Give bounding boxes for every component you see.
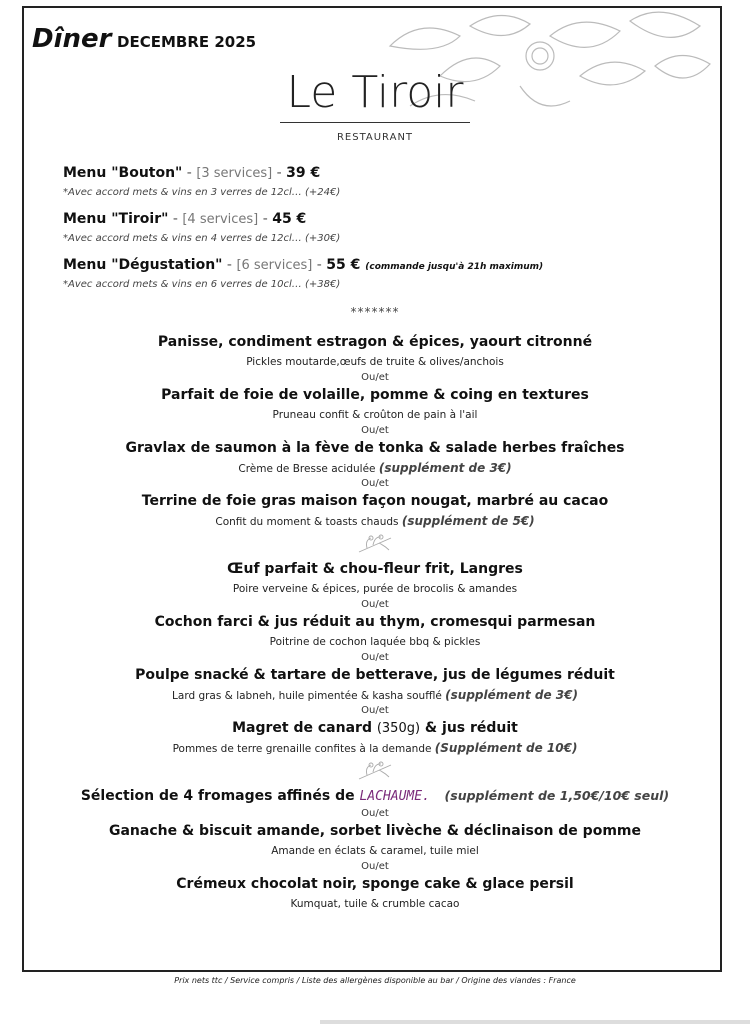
dish-title: Poulpe snacké & tartare de betterave, jus de légumes réduit xyxy=(135,667,615,683)
menu-wine-pairing: *Avec accord mets & vins en 4 verres de 12cl… (+30€) xyxy=(63,233,341,244)
cheese-title: Sélection de 4 fromages affinés de LACHAUME. (supplément de 1,50€/10€ seul) xyxy=(80,788,670,804)
restaurant-logo xyxy=(280,67,470,143)
dish-title: Ganache & biscuit amande, sorbet livèche & déclinaison de pomme xyxy=(108,823,641,839)
menu-tiroir: Menu "Tiroir" - [4 services] - 45 € *Avec accord mets & vins en 4 verres de 12cl… (+30€) xyxy=(63,209,663,255)
menu-services: [3 services] xyxy=(196,166,273,181)
dish-description: Amande en éclats & caramel, tuile miel xyxy=(271,845,479,857)
dish-description: Crème de Bresse acidulée (supplément de 3€) xyxy=(238,461,512,475)
menu-wine-pairing: *Avec accord mets & vins en 3 verres de 12cl… (+24€) xyxy=(63,187,341,198)
dish-title: Gravlax de saumon à la fève de tonka & salade herbes fraîches xyxy=(125,440,625,456)
supplement: (supplément de 1,50€/10€ seul) xyxy=(444,788,670,803)
menu-note: (commande jusqu'à 21h maximum) xyxy=(365,262,544,272)
dish-description: Pickles moutarde,œufs de truite & olives/anchois xyxy=(246,356,504,368)
dish-title: Terrine de foie gras maison façon nougat, marbré au cacao xyxy=(141,493,609,509)
or-and-label: Ou/et xyxy=(361,861,389,872)
menu-price: 55 € xyxy=(326,257,361,273)
dish-description: Pommes de terre grenaille confites à la demande (Supplément de 10€) xyxy=(172,741,578,755)
or-and-label: Ou/et xyxy=(361,425,389,436)
or-and-label: Ou/et xyxy=(361,808,389,819)
logo-divider xyxy=(280,122,470,123)
menu-services: [6 services] xyxy=(236,258,313,273)
dish-title: Panisse, condiment estragon & épices, yaourt citronné xyxy=(157,334,593,350)
or-and-label: Ou/et xyxy=(361,705,389,716)
dish-title: Crémeux chocolat noir, sponge cake & glace persil xyxy=(176,876,574,892)
header-title: Dîner xyxy=(32,24,112,54)
dish-description: Pruneau confit & croûton de pain à l'ail xyxy=(272,409,478,421)
menu-bouton: Menu "Bouton" - [3 services] - 39 € *Avec accord mets & vins en 3 verres de 12cl… (+24€) xyxy=(63,163,663,209)
dish-title: Parfait de foie de volaille, pomme & coing en textures xyxy=(161,387,589,403)
page-edge xyxy=(320,1020,750,1024)
dish-description: Poitrine de cochon laquée bbq & pickles xyxy=(269,636,481,648)
or-and-label: Ou/et xyxy=(361,599,389,610)
dish-title: Œuf parfait & chou-fleur frit, Langres xyxy=(227,561,523,577)
logo-name: Le Tiroir xyxy=(286,67,464,118)
menu-name: Menu "Bouton" xyxy=(63,165,183,181)
header-date: DECEMBRE 2025 xyxy=(117,33,257,51)
section-separator: ******* xyxy=(350,305,400,319)
herb-sprig-icon xyxy=(0,757,750,785)
menu-price: 45 € xyxy=(272,211,307,227)
menu-list xyxy=(63,163,663,301)
menu-name: Menu "Tiroir" xyxy=(63,211,169,227)
menu-name: Menu "Dégustation" xyxy=(63,257,223,273)
menu-services: [4 services] xyxy=(182,212,259,227)
dish-weight: (350g) xyxy=(376,721,421,736)
menu-degustation: Menu "Dégustation" - [6 services] - 55 € (commande jusqu'à 21h maximum) *Avec accord mets & vins en 6 verres de 10cl… (+38€) xyxy=(63,255,663,301)
dish-description: Kumquat, tuile & crumble cacao xyxy=(290,898,460,910)
logo-subtitle: RESTAURANT xyxy=(336,132,414,143)
menu-price: 39 € xyxy=(286,165,321,181)
or-and-label: Ou/et xyxy=(361,478,389,489)
or-and-label: Ou/et xyxy=(361,372,389,383)
dish-description: Poire verveine & épices, purée de brocolis & amandes xyxy=(232,583,518,595)
supplement: (supplément de 3€) xyxy=(445,688,578,702)
supplement: (supplément de 5€) xyxy=(401,514,535,528)
footer-note: Prix nets ttc / Service compris / Liste des allergènes disponible au bar / Origine des viandes : France xyxy=(174,976,576,985)
supplement: (Supplément de 10€) xyxy=(434,741,578,755)
starters-section xyxy=(0,331,750,913)
dish-title: Magret de canard (350g) & jus réduit xyxy=(232,720,518,736)
herb-sprig-icon xyxy=(0,530,750,558)
or-and-label: Ou/et xyxy=(361,652,389,663)
supplement: (supplément de 3€) xyxy=(378,461,512,475)
dish-title: Cochon farci & jus réduit au thym, cromesqui parmesan xyxy=(154,614,596,630)
menu-wine-pairing: *Avec accord mets & vins en 6 verres de 10cl… (+38€) xyxy=(63,279,341,290)
lachaume-brand: LACHAUME. xyxy=(359,789,430,804)
dish-description: Confit du moment & toasts chauds (supplément de 5€) xyxy=(215,514,535,528)
dish-description: Lard gras & labneh, huile pimentée & kasha soufflé (supplément de 3€) xyxy=(172,688,578,702)
